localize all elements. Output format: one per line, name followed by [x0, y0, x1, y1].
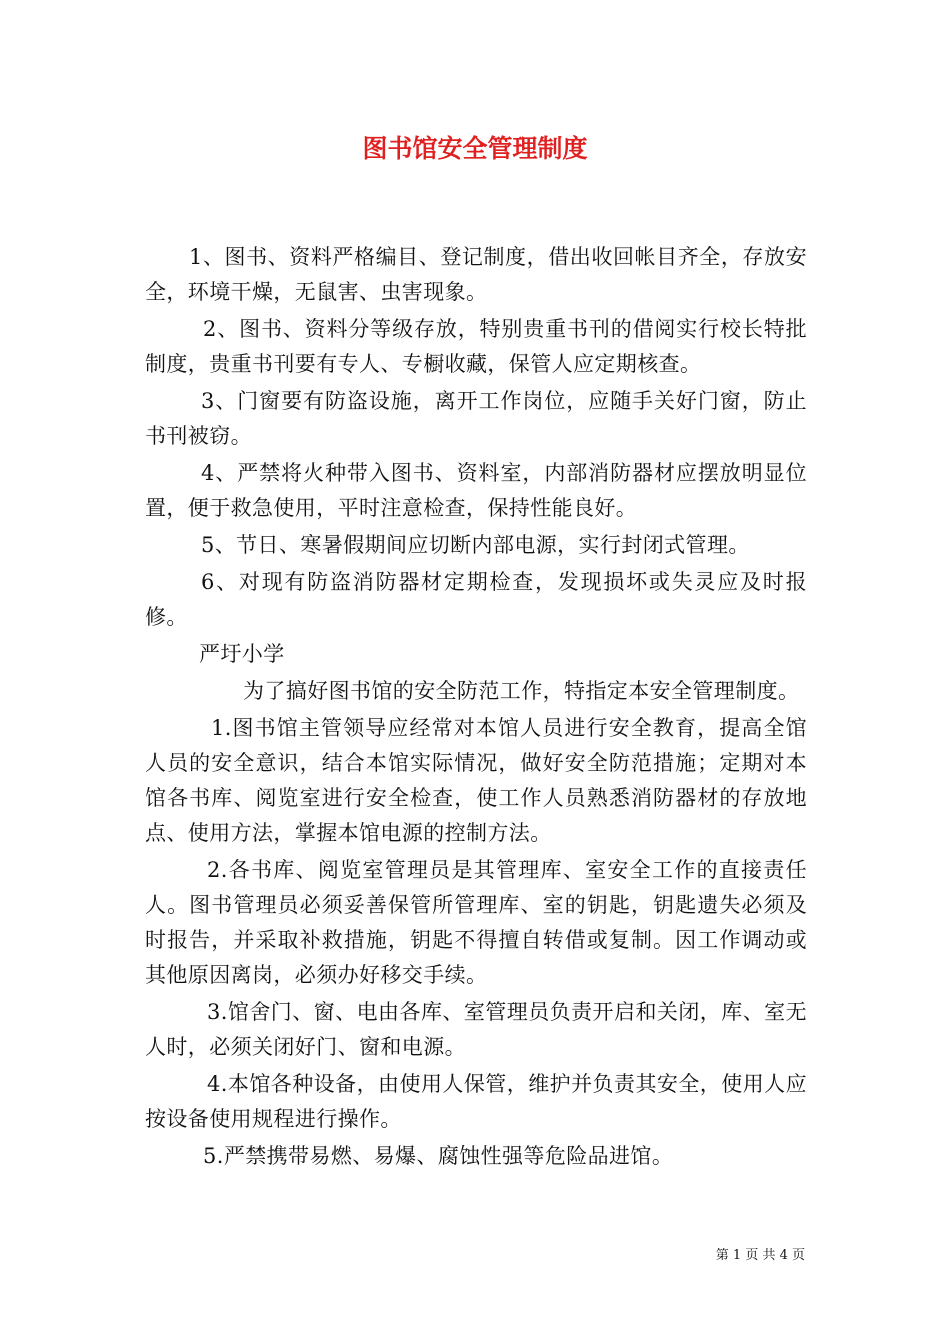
rule-3: 3.馆舍门、窗、电由各库、室管理员负责开启和关闭，库、室无人时，必须关闭好门、窗和电源。: [145, 1000, 807, 1059]
page-number: 第 1 页 共 4 页: [715, 1248, 805, 1263]
document-body: [145, 240, 807, 1176]
paragraph-4: 4、严禁将火种带入图书、资料室，内部消防器材应摆放明显位置，便于救急使用，平时注意检查，保持性能良好。: [145, 461, 807, 520]
paragraph-3: 3、门窗要有防盗设施，离开工作岗位，应随手关好门窗，防止书刊被窃。: [145, 389, 807, 448]
paragraph-2: 2、图书、资料分等级存放，特别贵重书刊的借阅实行校长特批制度，贵重书刊要有专人、专橱收藏，保管人应定期核查。: [145, 317, 807, 376]
intro-paragraph: 为了搞好图书馆的安全防范工作，特指定本安全管理制度。: [243, 679, 800, 703]
rule-2: 2.各书库、阅览室管理员是其管理库、室安全工作的直接责任人。图书管理员必须妥善保管所管理库、室的钥匙，钥匙遗失必须及时报告，并采取补救措施，钥匙不得擅自转借或复制。因工作调动或其他原因离岗，必须办好移交手续。: [145, 858, 807, 987]
rule-1: 1.图书馆主管领导应经常对本馆人员进行安全教育，提高全馆人员的安全意识，结合本馆实际情况，做好安全防范措施；定期对本馆各书库、阅览室进行安全检查，使工作人员熟悉消防器材的存放地点、使用方法，掌握本馆电源的控制方法。: [145, 716, 807, 845]
page-title: 图书馆安全管理制度: [362, 134, 588, 163]
rule-5: 5.严禁携带易燃、易爆、腐蚀性强等危险品进馆。: [203, 1144, 674, 1168]
rule-4: 4.本馆各种设备，由使用人保管，维护并负责其安全，使用人应按设备使用规程进行操作。: [145, 1072, 807, 1131]
signature: 严圩小学: [199, 642, 285, 666]
paragraph-1: 1、图书、资料严格编目、登记制度，借出收回帐目齐全，存放安全，环境干燥，无鼠害、虫害现象。: [145, 245, 807, 304]
paragraph-5: 5、节日、寒暑假期间应切断内部电源，实行封闭式管理。: [201, 533, 750, 557]
paragraph-6: 6、对现有防盗消防器材定期检查，发现损坏或失灵应及时报修。: [145, 570, 807, 629]
